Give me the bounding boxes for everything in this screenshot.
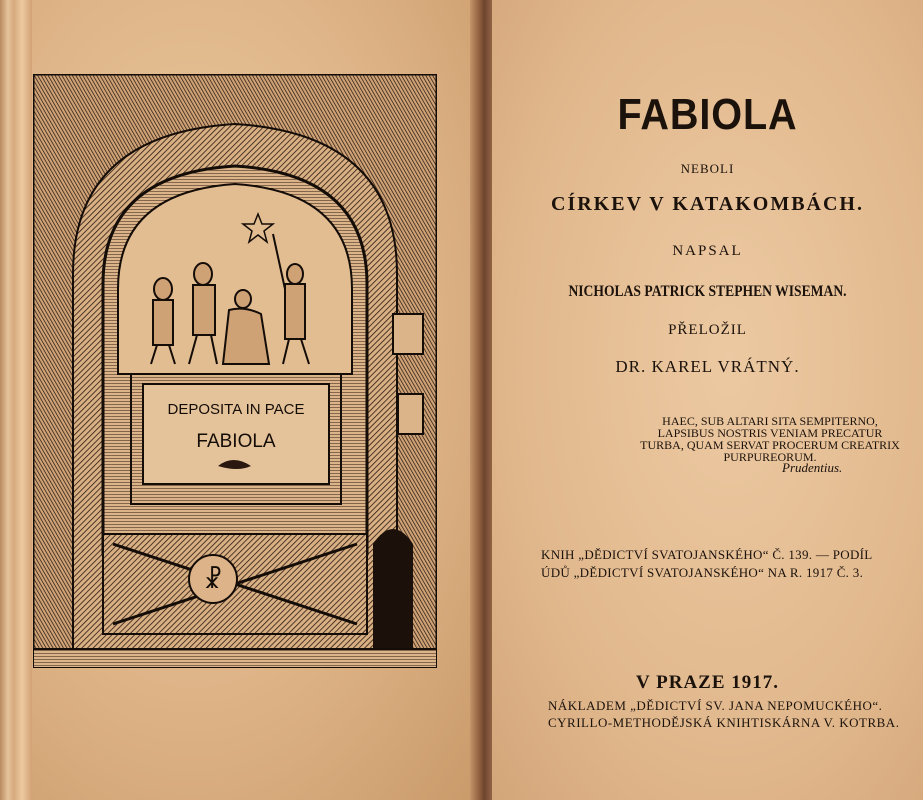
epigraph-line: PURPUREORUM. [723, 450, 817, 464]
inscription-line-1: DEPOSITA IN PACE [167, 401, 305, 418]
publisher-line-2: CYRILLO-METHODĚJSKÁ KNIHTISKÁRNA V. KOTRBA. [548, 715, 900, 730]
series-line-2: ÚDŮ „DĚDICTVÍ SVATOJANSKÉHO“ NA R. 1917 Č. 3. [541, 565, 864, 580]
epigraph-line: TURBA, QUAM SERVAT PROCERUM CREATRIX [640, 438, 900, 452]
city-year: V PRAZE 1917. [635, 672, 780, 693]
epigraph-line: LAPSIBUS NOSTRIS VENIAM PRECATUR [657, 426, 883, 440]
neboli-label: NEBOLI [680, 161, 735, 176]
series-note [541, 546, 873, 582]
publisher-info [548, 697, 899, 731]
translator-name: DR. KAREL VRÁTNÝ. [615, 357, 800, 376]
page-edges [0, 0, 32, 800]
chi-rho-icon: ☧ [203, 568, 223, 594]
book-title: FABIOLA [617, 90, 798, 139]
prelozil-label: PŘELOŽIL [668, 322, 747, 338]
title-page [492, 0, 923, 800]
napsal-label: NAPSAL [672, 243, 743, 259]
epigraph-source: Prudentius. [782, 460, 843, 475]
series-line-1: KNIH „DĚDICTVÍ SVATOJANSKÉHO“ Č. 139. — PODÍL [541, 547, 873, 562]
publisher-line-1: NÁKLADEM „DĚDICTVÍ SV. JANA NEPOMUCKÉHO“. [548, 698, 883, 713]
epigraph-line: HAEC, SUB ALTARI SITA SEMPITERNO, [662, 414, 878, 428]
frontispiece-engraving [33, 74, 437, 668]
epigraph [620, 415, 920, 463]
book-subtitle: CÍRKEV V KATAKOMBÁCH. [551, 193, 864, 215]
inscription-line-2: FABIOLA [196, 431, 276, 452]
author-name: NICHOLAS PATRICK STEPHEN WISEMAN. [568, 283, 847, 300]
